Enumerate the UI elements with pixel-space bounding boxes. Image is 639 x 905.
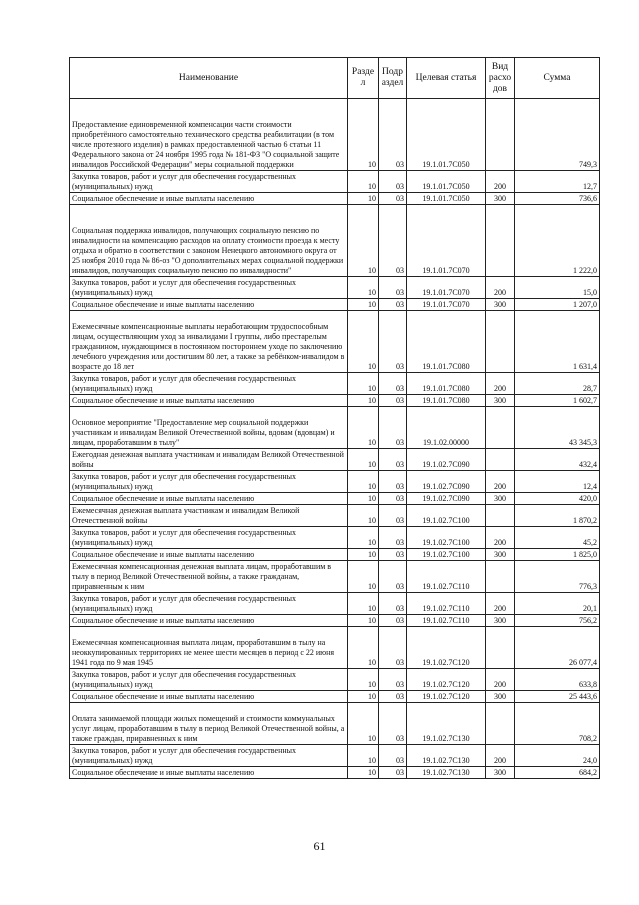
row-name: Оплата занимаемой площади жилых помещений и стоимости коммунальных услуг лицам, проработавшим в тылу в период Великой Отечественной войны, а также граждан, приравненных к ним (70, 703, 348, 745)
row-subsection: 03 (379, 627, 407, 669)
row-section: 10 (348, 561, 379, 593)
row-subsection: 03 (379, 205, 407, 277)
row-sum: 432,4 (515, 449, 600, 471)
budget-table (69, 57, 600, 779)
row-type: 300 (486, 299, 515, 311)
row-section: 10 (348, 627, 379, 669)
row-type: 200 (486, 669, 515, 691)
table-row (70, 407, 600, 449)
table-row (70, 171, 600, 193)
row-type (486, 99, 515, 171)
row-sum: 45,2 (515, 527, 600, 549)
row-target: 19.1.01.7С050 (407, 171, 486, 193)
row-type (486, 561, 515, 593)
row-name: Закупка товаров, работ и услуг для обеспечения государственных (муниципальных) нужд (70, 171, 348, 193)
row-name: Социальное обеспечение и иные выплаты населению (70, 395, 348, 407)
row-type (486, 703, 515, 745)
row-name: Основное мероприятие "Предоставление мер социальной поддержки участникам и инвалидам Великой Отечественной войны, вдовам (вдовцам) и лицам, проработавшим в тылу" (70, 407, 348, 449)
row-section: 10 (348, 449, 379, 471)
table-row (70, 745, 600, 767)
row-subsection: 03 (379, 703, 407, 745)
row-sum: 25 443,6 (515, 691, 600, 703)
row-section: 10 (348, 193, 379, 205)
row-target: 19.1.01.7С080 (407, 311, 486, 373)
row-section: 10 (348, 549, 379, 561)
row-name: Закупка товаров, работ и услуг для обеспечения государственных (муниципальных) нужд (70, 527, 348, 549)
table-row (70, 205, 600, 277)
row-name: Ежемесячная компенсационная выплата лицам, проработавшим в тылу на неоккупированных территориях не менее шести месяцев в период с 22 июня 1941 года по 9 мая 1945 (70, 627, 348, 669)
row-sum: 420,0 (515, 493, 600, 505)
table-row (70, 299, 600, 311)
row-section: 10 (348, 99, 379, 171)
row-name: Закупка товаров, работ и услуг для обеспечения государственных (муниципальных) нужд (70, 373, 348, 395)
row-section: 10 (348, 277, 379, 299)
row-target: 19.1.02.7С090 (407, 449, 486, 471)
row-section: 10 (348, 471, 379, 493)
row-section: 10 (348, 373, 379, 395)
table-row (70, 311, 600, 373)
row-sum: 776,3 (515, 561, 600, 593)
row-type: 200 (486, 373, 515, 395)
row-name: Социальное обеспечение и иные выплаты населению (70, 615, 348, 627)
row-type: 300 (486, 549, 515, 561)
row-section: 10 (348, 299, 379, 311)
row-name: Предоставление единовременной компенсации части стоимости приобретённого самостоятельно технического средства реабилитации (в том числе протезного изделия) в рамках предоставленной частью 6 статьи 11 Федерального закона от 24 ноября 1995 года № 181-ФЗ "О социальной защите инвалидов Российской Федерации" меры социальной поддержки (70, 99, 348, 171)
row-target: 19.1.02.7С110 (407, 561, 486, 593)
row-name: Социальное обеспечение и иные выплаты населению (70, 767, 348, 779)
row-target: 19.1.02.7С130 (407, 767, 486, 779)
row-section: 10 (348, 505, 379, 527)
row-target: 19.1.02.7С090 (407, 493, 486, 505)
row-section: 10 (348, 395, 379, 407)
row-type: 200 (486, 745, 515, 767)
table-row (70, 615, 600, 627)
row-name: Социальное обеспечение и иные выплаты населению (70, 193, 348, 205)
row-section: 10 (348, 407, 379, 449)
row-sum: 736,6 (515, 193, 600, 205)
row-target: 19.1.02.7С100 (407, 549, 486, 561)
row-name: Ежегодная денежная выплата участникам и инвалидам Великой Отечественной войны (70, 449, 348, 471)
row-type: 300 (486, 767, 515, 779)
table-row (70, 767, 600, 779)
row-type (486, 205, 515, 277)
row-sum: 749,3 (515, 99, 600, 171)
table-row (70, 703, 600, 745)
table-row (70, 549, 600, 561)
table-row (70, 593, 600, 615)
row-type (486, 407, 515, 449)
row-section: 10 (348, 205, 379, 277)
row-sum: 1 631,4 (515, 311, 600, 373)
row-type: 300 (486, 193, 515, 205)
row-target: 19.1.02.7С110 (407, 615, 486, 627)
row-subsection: 03 (379, 395, 407, 407)
row-subsection: 03 (379, 767, 407, 779)
row-name: Социальное обеспечение и иные выплаты населению (70, 493, 348, 505)
table-row (70, 561, 600, 593)
table-row (70, 395, 600, 407)
row-type: 300 (486, 615, 515, 627)
table-row (70, 527, 600, 549)
row-sum: 1 825,0 (515, 549, 600, 561)
row-sum: 12,7 (515, 171, 600, 193)
row-section: 10 (348, 527, 379, 549)
row-target: 19.1.02.7С120 (407, 669, 486, 691)
row-type (486, 311, 515, 373)
row-type: 200 (486, 471, 515, 493)
row-subsection: 03 (379, 669, 407, 691)
row-sum: 15,0 (515, 277, 600, 299)
row-target: 19.1.01.7С080 (407, 395, 486, 407)
header-target: Целевая статья (407, 58, 486, 99)
row-section: 10 (348, 767, 379, 779)
row-subsection: 03 (379, 593, 407, 615)
row-target: 19.1.02.7С100 (407, 527, 486, 549)
row-type: 200 (486, 277, 515, 299)
table-row (70, 691, 600, 703)
row-type (486, 627, 515, 669)
row-name: Закупка товаров, работ и услуг для обеспечения государственных (муниципальных) нужд (70, 593, 348, 615)
row-section: 10 (348, 171, 379, 193)
row-subsection: 03 (379, 493, 407, 505)
row-name: Закупка товаров, работ и услуг для обеспечения государственных (муниципальных) нужд (70, 277, 348, 299)
table-body (70, 99, 600, 779)
row-sum: 1 870,2 (515, 505, 600, 527)
row-subsection: 03 (379, 171, 407, 193)
row-subsection: 03 (379, 527, 407, 549)
row-name: Ежемесячная денежная выплата участникам и инвалидам Великой Отечественной войны (70, 505, 348, 527)
row-type (486, 505, 515, 527)
row-target: 19.1.01.7С070 (407, 205, 486, 277)
row-name: Социальное обеспечение и иные выплаты населению (70, 549, 348, 561)
header-sum: Сумма (515, 58, 600, 99)
row-name: Закупка товаров, работ и услуг для обеспечения государственных (муниципальных) нужд (70, 745, 348, 767)
table-row (70, 193, 600, 205)
row-name: Социальное обеспечение и иные выплаты населению (70, 691, 348, 703)
row-sum: 28,7 (515, 373, 600, 395)
row-type: 200 (486, 593, 515, 615)
row-target: 19.1.01.7С050 (407, 193, 486, 205)
row-section: 10 (348, 593, 379, 615)
row-section: 10 (348, 669, 379, 691)
row-sum: 1 602,7 (515, 395, 600, 407)
row-subsection: 03 (379, 691, 407, 703)
row-sum: 12,4 (515, 471, 600, 493)
row-target: 19.1.02.00000 (407, 407, 486, 449)
row-type: 300 (486, 691, 515, 703)
row-subsection: 03 (379, 745, 407, 767)
row-target: 19.1.01.7С050 (407, 99, 486, 171)
table-row (70, 99, 600, 171)
table-header-row (70, 58, 600, 99)
row-type: 300 (486, 493, 515, 505)
row-target: 19.1.02.7С100 (407, 505, 486, 527)
row-name: Социальное обеспечение и иные выплаты населению (70, 299, 348, 311)
row-section: 10 (348, 615, 379, 627)
header-name: Наименование (70, 58, 348, 99)
row-target: 19.1.01.7С070 (407, 299, 486, 311)
row-sum: 24,0 (515, 745, 600, 767)
row-section: 10 (348, 745, 379, 767)
row-subsection: 03 (379, 407, 407, 449)
row-target: 19.1.01.7С070 (407, 277, 486, 299)
row-subsection: 03 (379, 505, 407, 527)
row-name: Ежемесячные компенсационные выплаты неработающим трудоспособным лицам, осуществляющим уход за инвалидами I группы, либо престарелым гражданином, нуждающимся в постоянном постороннем уходе по заключению лечебного учреждения или достигшим 80 лет, а также за ребёнком-инвалидом в возрасте до 18 лет (70, 311, 348, 373)
row-section: 10 (348, 311, 379, 373)
row-target: 19.1.02.7С110 (407, 593, 486, 615)
row-sum: 20,1 (515, 593, 600, 615)
row-sum: 26 077,4 (515, 627, 600, 669)
row-type: 300 (486, 395, 515, 407)
row-section: 10 (348, 703, 379, 745)
row-sum: 756,2 (515, 615, 600, 627)
row-target: 19.1.02.7С130 (407, 703, 486, 745)
table-row (70, 373, 600, 395)
row-subsection: 03 (379, 193, 407, 205)
table-row (70, 493, 600, 505)
row-sum: 43 345,3 (515, 407, 600, 449)
row-sum: 684,2 (515, 767, 600, 779)
row-target: 19.1.02.7С090 (407, 471, 486, 493)
table-row (70, 471, 600, 493)
table-row (70, 505, 600, 527)
table-row (70, 449, 600, 471)
row-subsection: 03 (379, 449, 407, 471)
row-subsection: 03 (379, 615, 407, 627)
row-target: 19.1.02.7С130 (407, 745, 486, 767)
row-section: 10 (348, 493, 379, 505)
row-name: Закупка товаров, работ и услуг для обеспечения государственных (муниципальных) нужд (70, 471, 348, 493)
row-target: 19.1.02.7С120 (407, 627, 486, 669)
page-number: 61 (313, 839, 326, 853)
row-subsection: 03 (379, 373, 407, 395)
row-target: 19.1.02.7С120 (407, 691, 486, 703)
row-subsection: 03 (379, 549, 407, 561)
row-target: 19.1.01.7С080 (407, 373, 486, 395)
row-subsection: 03 (379, 299, 407, 311)
row-subsection: 03 (379, 99, 407, 171)
row-subsection: 03 (379, 311, 407, 373)
row-sum: 633,8 (515, 669, 600, 691)
table-row (70, 627, 600, 669)
row-sum: 708,2 (515, 703, 600, 745)
header-type: Вид расхо дов (486, 58, 515, 99)
row-name: Социальная поддержка инвалидов, получающих социальную пенсию по инвалидности на компенсацию расходов на оплату стоимости проезда к месту отдыха и обратно в соответствии с законом Ненецкого автономного округа от 25 ноября 2010 года № 86-оз "О дополнительных мерах социальной поддержки инвалидов, получающих социальную пенсию по инвалидности" (70, 205, 348, 277)
row-sum: 1 222,0 (515, 205, 600, 277)
row-name: Ежемесячная компенсационная денежная выплата лицам, проработавшим в тылу в период Великой Отечественной войны, а также гражданам, приравненным к ним (70, 561, 348, 593)
row-name: Закупка товаров, работ и услуг для обеспечения государственных (муниципальных) нужд (70, 669, 348, 691)
table-row (70, 669, 600, 691)
row-type: 200 (486, 171, 515, 193)
row-subsection: 03 (379, 471, 407, 493)
row-type (486, 449, 515, 471)
header-subsection: Подр аздел (379, 58, 407, 99)
row-type: 200 (486, 527, 515, 549)
table-row (70, 277, 600, 299)
row-subsection: 03 (379, 277, 407, 299)
row-sum: 1 207,0 (515, 299, 600, 311)
row-subsection: 03 (379, 561, 407, 593)
row-section: 10 (348, 691, 379, 703)
header-section: Разде л (348, 58, 379, 99)
